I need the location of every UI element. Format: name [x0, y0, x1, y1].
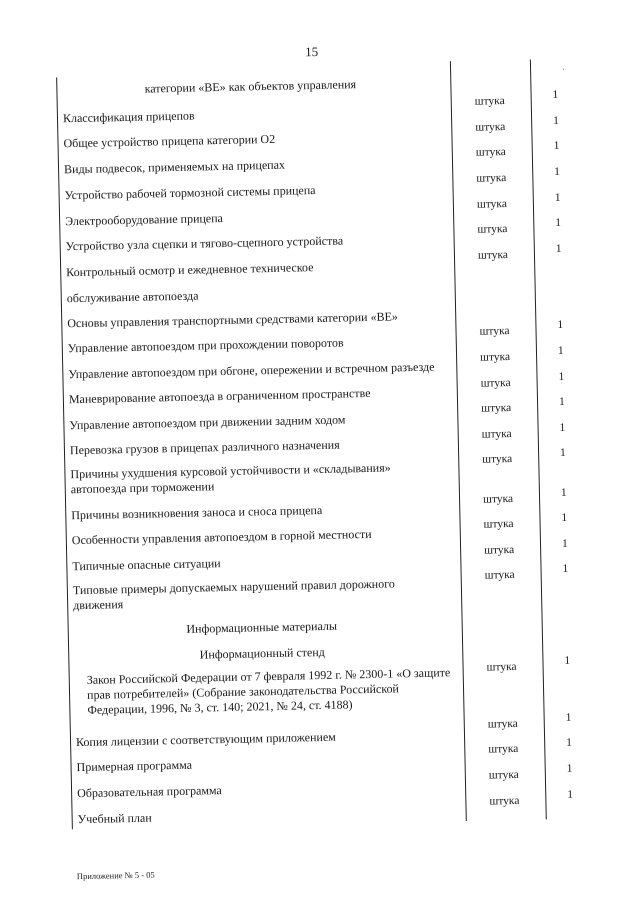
table-row-unit: штука: [479, 325, 510, 338]
section-heading: категории «ВЕ» как объектов управления: [144, 77, 357, 96]
section-heading: Информационный стенд: [199, 644, 325, 662]
table-row-quantity: 1: [555, 216, 562, 230]
table-row-name: Копия лицензии с соответствующим приложением: [75, 729, 336, 750]
table-row-name: Устройство узла сцепки и тягово-сцепного устройства: [65, 233, 344, 254]
table-row-quantity: 1: [559, 421, 566, 434]
table-row-name: Особенности управления автопоездом в горной местности: [71, 526, 372, 548]
table-row-name: Примерная программа: [76, 757, 193, 775]
table-row-name: Образовательная программа: [76, 783, 222, 801]
table-row-unit: штука: [486, 660, 517, 674]
table-row-quantity: 1: [560, 486, 567, 499]
table-row-unit: штука: [482, 452, 513, 466]
table-row-quantity: 1: [553, 114, 560, 128]
table-row-name: Типичные опасные ситуации: [72, 556, 221, 574]
table-row-quantity: 1: [554, 165, 561, 179]
table-row-quantity: 1: [553, 139, 560, 153]
table-row-unit: штука: [484, 568, 515, 582]
table-row-name: Типовые примеры допускаемых нарушений правил дорожного движения: [72, 576, 395, 613]
table-row-name: Классификация прицепов: [62, 108, 195, 126]
table-row-quantity: 1: [567, 788, 574, 801]
table-row-quantity: 1: [557, 344, 564, 357]
table-row-quantity: 1: [558, 370, 565, 383]
table-row-name: Закон Российской Федерации от 7 февраля 1992 г. № 2300-1 «О защите прав потребителей» (Собрание законодательства Российской Федерации, 1996, № 3, ст. 140; 2021, № 24, ст. 4188): [86, 665, 451, 717]
table-row-quantity: 1: [561, 537, 568, 550]
table-row-name: Причины ухудшения курсовой устойчивости и «складывания» автопоезда при торможении: [70, 460, 391, 497]
table-row-quantity: 1: [554, 191, 561, 205]
table-row-quantity: 1: [552, 88, 559, 102]
table-row-unit: штука: [489, 794, 520, 808]
table-row-unit: штука: [477, 223, 508, 236]
table-row-name: Виды подвесок, применяемых на прицепах: [63, 157, 286, 177]
table-row-quantity: 1: [557, 318, 564, 331]
table-row-quantity: 1: [565, 711, 572, 724]
table-row-name: Основы управления транспортными средствами категории «ВЕ»: [67, 309, 398, 331]
table-row-quantity: 1: [562, 562, 569, 575]
table-row-quantity: 1: [564, 654, 571, 667]
table-row-unit: штука: [479, 350, 511, 364]
table-row-unit: штука: [481, 427, 512, 441]
table-row-name: Контрольный осмотр и ежедневное техническое: [66, 260, 314, 280]
table-row-unit: штука: [487, 717, 518, 731]
section-heading: Информационные материалы: [186, 618, 338, 636]
table-row-name: Управление автопоездом при движении задним ходом: [69, 412, 346, 433]
table-row-unit: штука: [474, 95, 505, 108]
table-row-unit: штука: [484, 543, 515, 557]
table-row-unit: штука: [481, 401, 512, 415]
table-row-name: Устройство рабочей тормозной системы прицепа: [64, 183, 316, 203]
table-row-quantity: 1: [566, 762, 573, 775]
page-number: 15: [304, 43, 319, 60]
stray-mark: ·: [561, 64, 565, 74]
table-row-unit: штука: [482, 492, 514, 506]
footer-note: Приложение № 5 - 05: [76, 869, 155, 882]
table-row-name: Перевозка грузов в прицепах различного назначения: [69, 437, 340, 458]
table-row-quantity: 1: [561, 511, 568, 524]
table-row-name: Управление автопоездом при прохождении поворотов: [67, 335, 344, 356]
table-row-name: обслуживание автопоезда: [66, 288, 199, 306]
table-row-name: Электрооборудование прицепа: [65, 210, 224, 229]
table-row-name: Учебный план: [77, 810, 152, 827]
table-row-name: Общее устройство прицепа категории О2: [63, 131, 276, 151]
table-row-unit: штука: [488, 768, 519, 782]
table-column-divider-qty: [530, 59, 547, 819]
table-row-quantity: 1: [559, 446, 566, 459]
table-row-unit: штука: [475, 121, 506, 134]
table-row-unit: штука: [488, 742, 519, 756]
table-row-name: Управление автопоездом при обгоне, опережении и встречном разъезде: [68, 359, 435, 382]
table-row-unit: штука: [476, 198, 508, 211]
table-row-name: Маневрирование автопоезда в ограниченном пространстве: [68, 385, 371, 407]
table-row-unit: штука: [476, 172, 507, 185]
table-row-unit: штука: [475, 146, 506, 159]
table-row-quantity: 1: [558, 395, 565, 408]
table-row-unit: штука: [477, 249, 509, 262]
table-row-quantity: 1: [566, 736, 573, 749]
table-row-name: Причины возникновения заноса и сноса прицепа: [71, 502, 323, 523]
table-row-unit: штука: [480, 376, 511, 390]
table-row-unit: штука: [483, 517, 514, 531]
table-row-quantity: 1: [555, 242, 562, 256]
